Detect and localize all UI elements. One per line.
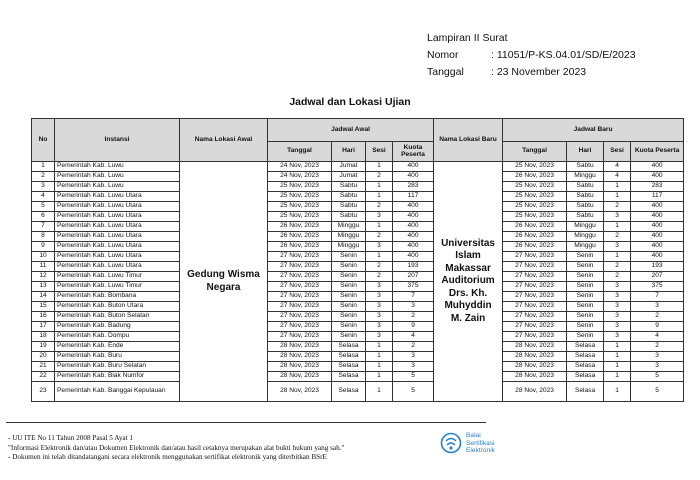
row-tanggal-baru: 27 Nov, 2023 bbox=[503, 272, 567, 282]
row-kuota-baru: 283 bbox=[631, 182, 684, 192]
header-sesi-baru: Sesi bbox=[604, 142, 631, 162]
table-row bbox=[32, 332, 684, 342]
row-sesi-awal: 3 bbox=[366, 292, 393, 302]
row-sesi-awal: 1 bbox=[366, 222, 393, 232]
row-sesi-baru: 3 bbox=[604, 312, 631, 322]
row-tanggal-awal: 26 Nov, 2023 bbox=[268, 232, 332, 242]
row-sesi-baru: 3 bbox=[604, 292, 631, 302]
row-kuota-baru: 7 bbox=[631, 292, 684, 302]
row-no: 7 bbox=[32, 222, 55, 232]
row-sesi-awal: 3 bbox=[366, 322, 393, 332]
row-no: 10 bbox=[32, 252, 55, 262]
row-instansi: Pemerintah Kab. Luwu bbox=[55, 182, 180, 192]
table-row bbox=[32, 172, 684, 182]
row-kuota-baru: 400 bbox=[631, 232, 684, 242]
row-kuota-baru: 117 bbox=[631, 192, 684, 202]
row-tanggal-baru: 28 Nov, 2023 bbox=[503, 372, 567, 382]
row-hari-baru: Selasa bbox=[567, 352, 604, 362]
row-no: 9 bbox=[32, 242, 55, 252]
row-kuota-awal: 4 bbox=[393, 332, 434, 342]
footer-divider bbox=[6, 422, 486, 423]
bsre-logo-text bbox=[466, 432, 495, 455]
row-tanggal-baru: 27 Nov, 2023 bbox=[503, 252, 567, 262]
row-kuota-baru: 207 bbox=[631, 272, 684, 282]
table-row bbox=[32, 322, 684, 332]
row-hari-baru: Sabtu bbox=[567, 182, 604, 192]
row-kuota-awal: 283 bbox=[393, 182, 434, 192]
row-hari-baru: Senin bbox=[567, 302, 604, 312]
table-row bbox=[32, 192, 684, 202]
row-kuota-awal: 2 bbox=[393, 312, 434, 322]
row-kuota-baru: 5 bbox=[631, 382, 684, 402]
row-kuota-awal: 375 bbox=[393, 282, 434, 292]
row-kuota-awal: 400 bbox=[393, 242, 434, 252]
table-row bbox=[32, 162, 684, 172]
row-sesi-awal: 3 bbox=[366, 332, 393, 342]
row-sesi-baru: 1 bbox=[604, 182, 631, 192]
row-no: 16 bbox=[32, 312, 55, 322]
row-sesi-awal: 1 bbox=[366, 382, 393, 402]
row-hari-awal: Senin bbox=[332, 252, 366, 262]
row-hari-baru: Senin bbox=[567, 312, 604, 322]
row-kuota-awal: 207 bbox=[393, 272, 434, 282]
row-kuota-awal: 400 bbox=[393, 162, 434, 172]
row-hari-baru: Senin bbox=[567, 332, 604, 342]
row-sesi-awal: 2 bbox=[366, 172, 393, 182]
row-hari-baru: Senin bbox=[567, 272, 604, 282]
header-tanggal-awal: Tanggal bbox=[268, 142, 332, 162]
row-hari-awal: Senin bbox=[332, 272, 366, 282]
row-sesi-awal: 3 bbox=[366, 312, 393, 322]
row-tanggal-awal: 27 Nov, 2023 bbox=[268, 312, 332, 322]
row-kuota-baru: 400 bbox=[631, 212, 684, 222]
row-hari-baru: Senin bbox=[567, 252, 604, 262]
row-hari-baru: Senin bbox=[567, 262, 604, 272]
row-hari-awal: Jumat bbox=[332, 162, 366, 172]
row-tanggal-baru: 28 Nov, 2023 bbox=[503, 342, 567, 352]
row-tanggal-baru: 27 Nov, 2023 bbox=[503, 262, 567, 272]
row-sesi-baru: 1 bbox=[604, 252, 631, 262]
row-tanggal-awal: 25 Nov, 2023 bbox=[268, 202, 332, 212]
row-tanggal-baru: 27 Nov, 2023 bbox=[503, 322, 567, 332]
row-sesi-baru: 2 bbox=[604, 272, 631, 282]
row-instansi: Pemerintah Kab. Luwu Utara bbox=[55, 252, 180, 262]
row-kuota-baru: 400 bbox=[631, 162, 684, 172]
row-sesi-awal: 2 bbox=[366, 272, 393, 282]
row-sesi-baru: 3 bbox=[604, 322, 631, 332]
row-sesi-baru: 2 bbox=[604, 262, 631, 272]
row-sesi-baru: 2 bbox=[604, 202, 631, 212]
row-hari-baru: Minggu bbox=[567, 232, 604, 242]
row-no: 6 bbox=[32, 212, 55, 222]
row-kuota-baru: 4 bbox=[631, 332, 684, 342]
row-tanggal-baru: 25 Nov, 2023 bbox=[503, 182, 567, 192]
row-tanggal-awal: 27 Nov, 2023 bbox=[268, 282, 332, 292]
row-sesi-awal: 3 bbox=[366, 282, 393, 292]
lampiran-label: Lampiran II Surat bbox=[427, 32, 508, 44]
row-instansi: Pemerintah Kab. Luwu Timur bbox=[55, 272, 180, 282]
tanggal-label: Tanggal bbox=[427, 66, 464, 78]
row-hari-awal: Sabtu bbox=[332, 202, 366, 212]
row-hari-awal: Senin bbox=[332, 262, 366, 272]
row-tanggal-awal: 27 Nov, 2023 bbox=[268, 322, 332, 332]
row-hari-baru: Selasa bbox=[567, 372, 604, 382]
row-no: 23 bbox=[32, 382, 55, 402]
row-instansi: Pemerintah Kab. Banggai Kepulauan bbox=[55, 382, 180, 402]
row-hari-baru: Sabtu bbox=[567, 192, 604, 202]
row-sesi-awal: 3 bbox=[366, 242, 393, 252]
row-kuota-awal: 400 bbox=[393, 172, 434, 182]
row-hari-baru: Minggu bbox=[567, 242, 604, 252]
table-row bbox=[32, 222, 684, 232]
row-sesi-awal: 2 bbox=[366, 202, 393, 212]
row-hari-baru: Minggu bbox=[567, 172, 604, 182]
row-kuota-awal: 400 bbox=[393, 222, 434, 232]
row-tanggal-baru: 26 Nov, 2023 bbox=[503, 222, 567, 232]
row-kuota-awal: 7 bbox=[393, 292, 434, 302]
row-instansi: Pemerintah Kab. Luwu Utara bbox=[55, 242, 180, 252]
row-tanggal-awal: 27 Nov, 2023 bbox=[268, 252, 332, 262]
row-instansi: Pemerintah Kab. Luwu Utara bbox=[55, 212, 180, 222]
row-kuota-awal: 2 bbox=[393, 342, 434, 352]
header-lokasi-awal: Nama Lokasi Awal bbox=[180, 119, 268, 162]
table-row bbox=[32, 182, 684, 192]
row-hari-awal: Senin bbox=[332, 312, 366, 322]
nomor-value: : 11051/P-KS.04.01/SD/E/2023 bbox=[491, 49, 636, 61]
row-sesi-awal: 1 bbox=[366, 182, 393, 192]
row-kuota-awal: 9 bbox=[393, 322, 434, 332]
row-instansi: Pemerintah Kab. Luwu Utara bbox=[55, 262, 180, 272]
nomor-label: Nomor bbox=[427, 49, 459, 61]
row-sesi-awal: 1 bbox=[366, 372, 393, 382]
row-tanggal-awal: 25 Nov, 2023 bbox=[268, 192, 332, 202]
row-kuota-baru: 400 bbox=[631, 252, 684, 262]
header-hari-awal: Hari bbox=[332, 142, 366, 162]
row-no: 15 bbox=[32, 302, 55, 312]
row-sesi-awal: 3 bbox=[366, 212, 393, 222]
row-sesi-baru: 1 bbox=[604, 362, 631, 372]
row-sesi-awal: 1 bbox=[366, 162, 393, 172]
row-tanggal-baru: 27 Nov, 2023 bbox=[503, 282, 567, 292]
row-tanggal-baru: 27 Nov, 2023 bbox=[503, 292, 567, 302]
table-row bbox=[32, 232, 684, 242]
row-instansi: Pemerintah Kab. Luwu Utara bbox=[55, 202, 180, 212]
table-row bbox=[32, 302, 684, 312]
row-hari-baru: Selasa bbox=[567, 382, 604, 402]
row-instansi: Pemerintah Kab. Luwu bbox=[55, 172, 180, 182]
row-hari-awal: Senin bbox=[332, 282, 366, 292]
bsre-logo bbox=[440, 432, 495, 455]
row-sesi-baru: 2 bbox=[604, 232, 631, 242]
row-tanggal-awal: 26 Nov, 2023 bbox=[268, 222, 332, 232]
table-row bbox=[32, 242, 684, 252]
row-sesi-baru: 3 bbox=[604, 302, 631, 312]
row-tanggal-awal: 28 Nov, 2023 bbox=[268, 362, 332, 372]
row-tanggal-baru: 27 Nov, 2023 bbox=[503, 302, 567, 312]
row-sesi-awal: 2 bbox=[366, 262, 393, 272]
header-sesi-awal: Sesi bbox=[366, 142, 393, 162]
row-instansi: Pemerintah Kab. Luwu Utara bbox=[55, 192, 180, 202]
row-kuota-awal: 400 bbox=[393, 232, 434, 242]
bsre-line-2: Sertifikasi bbox=[466, 439, 495, 447]
row-hari-baru: Sabtu bbox=[567, 212, 604, 222]
row-instansi: Pemerintah Kab. Bombana bbox=[55, 292, 180, 302]
row-tanggal-baru: 26 Nov, 2023 bbox=[503, 172, 567, 182]
header-hari-baru: Hari bbox=[567, 142, 604, 162]
row-kuota-awal: 5 bbox=[393, 372, 434, 382]
row-hari-awal: Senin bbox=[332, 292, 366, 302]
row-no: 2 bbox=[32, 172, 55, 182]
header-jadwal-baru: Jadwal Baru bbox=[503, 119, 684, 142]
row-tanggal-awal: 25 Nov, 2023 bbox=[268, 212, 332, 222]
footer-line-3: - Dokumen ini telah ditandatangani secara elektronik menggunakan sertifikat elektronik yang diterbitkan BSrE bbox=[8, 453, 327, 462]
row-no: 18 bbox=[32, 332, 55, 342]
lokasi-awal-cell: Gedung Wisma Negara bbox=[180, 162, 268, 402]
row-tanggal-awal: 28 Nov, 2023 bbox=[268, 342, 332, 352]
table-row bbox=[32, 212, 684, 222]
row-sesi-baru: 3 bbox=[604, 332, 631, 342]
row-tanggal-baru: 26 Nov, 2023 bbox=[503, 242, 567, 252]
row-hari-baru: Selasa bbox=[567, 362, 604, 372]
row-sesi-baru: 3 bbox=[604, 242, 631, 252]
row-kuota-awal: 193 bbox=[393, 262, 434, 272]
row-tanggal-awal: 28 Nov, 2023 bbox=[268, 352, 332, 362]
row-hari-awal: Jumat bbox=[332, 172, 366, 182]
row-sesi-awal: 1 bbox=[366, 252, 393, 262]
row-kuota-awal: 3 bbox=[393, 302, 434, 312]
page-title: Jadwal dan Lokasi Ujian bbox=[289, 96, 411, 108]
header-kuota-awal: Kuota Peserta bbox=[393, 142, 434, 162]
table-row bbox=[32, 272, 684, 282]
row-sesi-baru: 3 bbox=[604, 282, 631, 292]
row-tanggal-baru: 25 Nov, 2023 bbox=[503, 202, 567, 212]
row-hari-baru: Senin bbox=[567, 292, 604, 302]
row-no: 5 bbox=[32, 202, 55, 212]
row-sesi-baru: 4 bbox=[604, 172, 631, 182]
row-hari-awal: Minggu bbox=[332, 222, 366, 232]
row-instansi: Pemerintah Kab. Luwu Utara bbox=[55, 222, 180, 232]
row-hari-awal: Selasa bbox=[332, 382, 366, 402]
row-kuota-baru: 400 bbox=[631, 202, 684, 212]
row-hari-awal: Senin bbox=[332, 332, 366, 342]
row-kuota-baru: 3 bbox=[631, 362, 684, 372]
header-kuota-baru: Kuota Peserta bbox=[631, 142, 684, 162]
row-tanggal-awal: 28 Nov, 2023 bbox=[268, 382, 332, 402]
row-sesi-baru: 1 bbox=[604, 382, 631, 402]
row-tanggal-awal: 27 Nov, 2023 bbox=[268, 292, 332, 302]
row-kuota-awal: 3 bbox=[393, 362, 434, 372]
row-instansi: Pemerintah Kab. Badung bbox=[55, 322, 180, 332]
row-no: 4 bbox=[32, 192, 55, 202]
header-lokasi-baru: Nama Lokasi Baru bbox=[434, 119, 503, 162]
row-no: 13 bbox=[32, 282, 55, 292]
row-hari-awal: Selasa bbox=[332, 362, 366, 372]
bsre-line-3: Elektronik bbox=[466, 447, 495, 455]
row-tanggal-baru: 27 Nov, 2023 bbox=[503, 312, 567, 322]
row-kuota-baru: 193 bbox=[631, 262, 684, 272]
bsre-line-1: Balai bbox=[466, 432, 481, 439]
row-no: 22 bbox=[32, 372, 55, 382]
row-kuota-baru: 3 bbox=[631, 302, 684, 312]
header-jadwal-awal: Jadwal Awal bbox=[268, 119, 434, 142]
row-sesi-baru: 3 bbox=[604, 212, 631, 222]
table-row bbox=[32, 382, 684, 402]
row-sesi-baru: 1 bbox=[604, 342, 631, 352]
table-row bbox=[32, 252, 684, 262]
row-sesi-baru: 4 bbox=[604, 162, 631, 172]
row-tanggal-awal: 27 Nov, 2023 bbox=[268, 332, 332, 342]
row-hari-baru: Sabtu bbox=[567, 162, 604, 172]
row-sesi-awal: 3 bbox=[366, 302, 393, 312]
schedule-table bbox=[31, 118, 684, 402]
row-instansi: Pemerintah Kab. Luwu bbox=[55, 162, 180, 172]
row-sesi-baru: 1 bbox=[604, 352, 631, 362]
row-tanggal-awal: 27 Nov, 2023 bbox=[268, 302, 332, 312]
row-tanggal-awal: 25 Nov, 2023 bbox=[268, 182, 332, 192]
table-row bbox=[32, 202, 684, 212]
row-tanggal-awal: 28 Nov, 2023 bbox=[268, 372, 332, 382]
row-instansi: Pemerintah Kab. Luwu Utara bbox=[55, 232, 180, 242]
row-tanggal-awal: 24 Nov, 2023 bbox=[268, 172, 332, 182]
footer-line-2: "Informasi Elektronik dan/atau Dokumen Elektronik dan/atau hasil cetaknya merupakan alat bukti hukum yang sah." bbox=[8, 443, 345, 452]
row-hari-baru: Senin bbox=[567, 282, 604, 292]
row-sesi-awal: 1 bbox=[366, 192, 393, 202]
table-row bbox=[32, 342, 684, 352]
row-kuota-baru: 375 bbox=[631, 282, 684, 292]
row-hari-baru: Sabtu bbox=[567, 202, 604, 212]
table-row bbox=[32, 352, 684, 362]
row-tanggal-baru: 25 Nov, 2023 bbox=[503, 212, 567, 222]
lokasi-baru-cell: Universitas Islam Makassar Auditorium Drs. Kh. Muhyddin M. Zain bbox=[434, 162, 503, 402]
table-body bbox=[32, 162, 684, 402]
row-sesi-awal: 1 bbox=[366, 342, 393, 352]
row-kuota-awal: 5 bbox=[393, 382, 434, 402]
header-no: No bbox=[32, 119, 55, 162]
row-hari-baru: Senin bbox=[567, 322, 604, 332]
row-kuota-baru: 2 bbox=[631, 342, 684, 352]
row-hari-awal: Selasa bbox=[332, 342, 366, 352]
row-no: 11 bbox=[32, 262, 55, 272]
row-kuota-baru: 2 bbox=[631, 312, 684, 322]
table-row bbox=[32, 292, 684, 302]
row-sesi-awal: 1 bbox=[366, 352, 393, 362]
row-hari-baru: Selasa bbox=[567, 342, 604, 352]
row-hari-awal: Sabtu bbox=[332, 212, 366, 222]
row-instansi: Pemerintah Kab. Luwu Timur bbox=[55, 282, 180, 292]
row-kuota-baru: 9 bbox=[631, 322, 684, 332]
letter-header bbox=[427, 30, 636, 81]
row-tanggal-baru: 25 Nov, 2023 bbox=[503, 162, 567, 172]
row-sesi-baru: 1 bbox=[604, 372, 631, 382]
table-row bbox=[32, 282, 684, 292]
row-hari-awal: Sabtu bbox=[332, 182, 366, 192]
table-row bbox=[32, 362, 684, 372]
row-no: 8 bbox=[32, 232, 55, 242]
row-instansi: Pemerintah Kab. Biak Numfor bbox=[55, 372, 180, 382]
row-hari-awal: Senin bbox=[332, 302, 366, 312]
row-hari-awal: Minggu bbox=[332, 242, 366, 252]
row-hari-awal: Sabtu bbox=[332, 192, 366, 202]
header-instansi: Instansi bbox=[55, 119, 180, 162]
row-instansi: Pemerintah Kab. Ende bbox=[55, 342, 180, 352]
row-hari-awal: Senin bbox=[332, 322, 366, 332]
row-kuota-awal: 3 bbox=[393, 352, 434, 362]
row-kuota-baru: 400 bbox=[631, 172, 684, 182]
row-tanggal-baru: 28 Nov, 2023 bbox=[503, 352, 567, 362]
row-no: 14 bbox=[32, 292, 55, 302]
row-no: 12 bbox=[32, 272, 55, 282]
row-hari-awal: Selasa bbox=[332, 372, 366, 382]
row-hari-awal: Minggu bbox=[332, 232, 366, 242]
row-no: 17 bbox=[32, 322, 55, 332]
row-kuota-awal: 117 bbox=[393, 192, 434, 202]
bsre-emblem-icon bbox=[440, 432, 462, 454]
row-tanggal-baru: 26 Nov, 2023 bbox=[503, 232, 567, 242]
row-tanggal-baru: 28 Nov, 2023 bbox=[503, 362, 567, 372]
header-tanggal-baru: Tanggal bbox=[503, 142, 567, 162]
row-sesi-awal: 2 bbox=[366, 232, 393, 242]
row-hari-awal: Selasa bbox=[332, 352, 366, 362]
row-instansi: Pemerintah Kab. Buton Selatan bbox=[55, 312, 180, 322]
row-tanggal-baru: 27 Nov, 2023 bbox=[503, 332, 567, 342]
tanggal-value: : 23 November 2023 bbox=[491, 66, 587, 78]
row-tanggal-baru: 25 Nov, 2023 bbox=[503, 192, 567, 202]
row-kuota-baru: 400 bbox=[631, 222, 684, 232]
table-row bbox=[32, 372, 684, 382]
row-tanggal-awal: 26 Nov, 2023 bbox=[268, 242, 332, 252]
row-kuota-awal: 400 bbox=[393, 212, 434, 222]
row-no: 3 bbox=[32, 182, 55, 192]
tanggal-row bbox=[427, 64, 636, 81]
row-instansi: Pemerintah Kab. Buru bbox=[55, 352, 180, 362]
row-kuota-baru: 5 bbox=[631, 372, 684, 382]
row-kuota-baru: 3 bbox=[631, 352, 684, 362]
footer-notes bbox=[8, 434, 344, 463]
nomor-row bbox=[427, 47, 636, 64]
row-sesi-baru: 1 bbox=[604, 192, 631, 202]
row-no: 19 bbox=[32, 342, 55, 352]
row-instansi: Pemerintah Kab. Buton Utara bbox=[55, 302, 180, 312]
row-tanggal-awal: 27 Nov, 2023 bbox=[268, 272, 332, 282]
row-hari-baru: Minggu bbox=[567, 222, 604, 232]
row-no: 21 bbox=[32, 362, 55, 372]
row-kuota-baru: 400 bbox=[631, 242, 684, 252]
row-sesi-awal: 1 bbox=[366, 362, 393, 372]
row-kuota-awal: 400 bbox=[393, 202, 434, 212]
footer-line-1: - UU ITE No 11 Tahun 2008 Pasal 5 Ayat 1 bbox=[8, 434, 133, 442]
row-instansi: Pemerintah Kab. Buru Selatan bbox=[55, 362, 180, 372]
row-tanggal-baru: 28 Nov, 2023 bbox=[503, 382, 567, 402]
row-instansi: Pemerintah Kab. Dompu bbox=[55, 332, 180, 342]
row-no: 1 bbox=[32, 162, 55, 172]
row-kuota-awal: 400 bbox=[393, 252, 434, 262]
row-sesi-baru: 1 bbox=[604, 222, 631, 232]
table-row bbox=[32, 312, 684, 322]
table-row bbox=[32, 262, 684, 272]
row-tanggal-awal: 27 Nov, 2023 bbox=[268, 262, 332, 272]
row-tanggal-awal: 24 Nov, 2023 bbox=[268, 162, 332, 172]
row-no: 20 bbox=[32, 352, 55, 362]
